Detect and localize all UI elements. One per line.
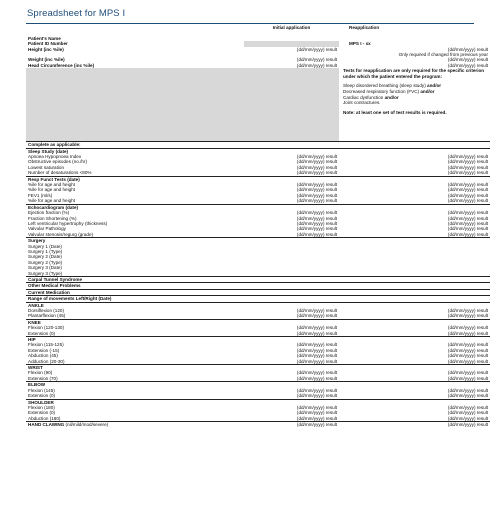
rom-item-label: Extension (0): [28, 330, 56, 336]
initial-entry[interactable]: (dd/mm/yyyy) result: [296, 393, 337, 399]
weight-label: Weight (inc %ile): [28, 57, 65, 63]
resp-funct-label: Resp Funct Tests (date): [26, 176, 244, 182]
patient-data-table: [26, 25, 490, 428]
echo-item-label: Valvular stenosis/regurg (grade): [28, 231, 94, 237]
initial-entry[interactable]: (dd/mm/yyyy) result: [244, 422, 339, 428]
initial-entry[interactable]: (dd/mm/yyyy) result: [296, 192, 337, 198]
patient-name-label: Patient's Name: [28, 35, 61, 41]
shoulder-label: SHOULDER: [26, 399, 244, 405]
reapp-entry[interactable]: (dd/mm/yyyy) result: [447, 387, 488, 393]
rom-item-label: Adduction (20-30): [28, 358, 65, 364]
rom-item-label: Extension (-15): [28, 347, 60, 353]
reapp-entry[interactable]: (dd/mm/yyyy) result: [447, 187, 488, 193]
head-reapp[interactable]: (dd/mm/yyyy) result: [447, 62, 488, 68]
reapp-entry[interactable]: (dd/mm/yyyy) result: [447, 198, 488, 204]
initial-entry[interactable]: (dd/mm/yyyy) result: [296, 220, 337, 226]
note-line-joint: Joint contractures.: [343, 100, 381, 106]
surgery-item-label: Surgery 2 (Date): [28, 254, 62, 260]
initial-entry[interactable]: (dd/mm/yyyy) result: [296, 415, 337, 421]
initial-entry[interactable]: (dd/mm/yyyy) result: [296, 170, 337, 176]
note-line-cardiac: Cardiac dysfunction and/or: [343, 94, 399, 100]
rom-item-label: Plantarflexion (45): [28, 313, 66, 319]
resp-item-label: %ile for age and height: [28, 182, 75, 188]
rom-item-label: Flexion (90): [28, 370, 53, 376]
elbow-label: ELBOW: [26, 382, 244, 388]
rom-item-label: Dorsiflexion (120): [28, 308, 64, 314]
reapp-entry[interactable]: (dd/mm/yyyy) result: [447, 308, 488, 314]
initial-entry[interactable]: (dd/mm/yyyy) result: [296, 410, 337, 416]
initial-entry[interactable]: (dd/mm/yyyy) result: [296, 187, 337, 193]
surgery-item-label: Surgery 3 (Type): [28, 270, 63, 276]
initial-entry[interactable]: (dd/mm/yyyy) result: [296, 215, 337, 221]
initial-entry[interactable]: (dd/mm/yyyy) result: [296, 313, 337, 319]
reapp-entry[interactable]: (dd/mm/yyyy) result: [447, 358, 488, 364]
weight-initial[interactable]: (dd/mm/yyyy) result: [296, 57, 337, 63]
sleep-item-label: Lowest saturation: [28, 164, 65, 170]
reapp-entry[interactable]: (dd/mm/yyyy) result: [339, 422, 490, 428]
reapp-entry[interactable]: (dd/mm/yyyy) result: [447, 415, 488, 421]
initial-entry[interactable]: (dd/mm/yyyy) result: [296, 353, 337, 359]
reapp-entry[interactable]: (dd/mm/yyyy) result: [447, 375, 488, 381]
reapp-entry[interactable]: (dd/mm/yyyy) result: [447, 215, 488, 221]
knee-label: KNEE: [26, 319, 244, 325]
hip-label: HIP: [26, 337, 244, 343]
gray-block-middle: [244, 68, 339, 142]
resp-item-label: %ile for age and height: [28, 187, 75, 193]
rom-item-label: Extension (0): [28, 410, 56, 416]
surgery-item-label: Surgery 3 (Date): [28, 265, 62, 271]
hand-clawing-label: HAND CLAWING (nil/mild/mod/severe): [26, 422, 244, 428]
ankle-label: ANKLE: [26, 302, 244, 308]
initial-entry[interactable]: (dd/mm/yyyy) result: [296, 182, 337, 188]
gray-block-left: [26, 68, 244, 142]
initial-entry[interactable]: (dd/mm/yyyy) result: [296, 159, 337, 165]
echo-item-label: Ejection fraction (%): [28, 210, 70, 216]
sleep-item-label: Apnoea Hypopnoea Index: [28, 154, 82, 160]
sleep-item-label: Number of desaturations <80%: [28, 170, 92, 176]
surgery-item-label: Surgery 1 (Date): [28, 243, 62, 249]
surgery-item-label: Surgery 2 (Type): [28, 259, 63, 265]
note-tests-required: Tests for reapplication are only required for the specific criterion under which the patient entered the program:: [343, 68, 485, 79]
wrist-label: WRIST: [26, 365, 244, 371]
reapp-entry[interactable]: (dd/mm/yyyy) result: [447, 231, 488, 237]
initial-entry[interactable]: (dd/mm/yyyy) result: [296, 342, 337, 348]
initial-entry[interactable]: (dd/mm/yyyy) result: [296, 226, 337, 232]
initial-entry[interactable]: (dd/mm/yyyy) result: [296, 375, 337, 381]
rom-item-label: Extension (0): [28, 393, 56, 399]
reapp-entry[interactable]: (dd/mm/yyyy) result: [447, 192, 488, 198]
reapp-entry[interactable]: (dd/mm/yyyy) result: [447, 170, 488, 176]
initial-entry[interactable]: (dd/mm/yyyy) result: [296, 387, 337, 393]
reapp-entry[interactable]: (dd/mm/yyyy) result: [447, 330, 488, 336]
resp-item-label: FEV1 (ml/s): [28, 192, 53, 198]
surgery-item-label: Surgery 1 (Type): [28, 248, 63, 254]
rom-item-label: Abduction (45): [28, 353, 58, 359]
reapp-entry[interactable]: (dd/mm/yyyy) result: [447, 353, 488, 359]
note-block-row: [26, 68, 490, 142]
page-title: Spreadsheet for MPS I: [27, 8, 126, 19]
hand-clawing-row: [26, 422, 490, 428]
reapp-entry[interactable]: (dd/mm/yyyy) result: [447, 159, 488, 165]
reapp-entry[interactable]: (dd/mm/yyyy) result: [447, 154, 488, 160]
reapp-entry[interactable]: (dd/mm/yyyy) result: [447, 325, 488, 331]
initial-entry[interactable]: (dd/mm/yyyy) result: [296, 404, 337, 410]
sleep-study-label: Sleep Study (date): [26, 148, 244, 154]
height-label: Height (inc %ile): [28, 46, 64, 52]
initial-entry[interactable]: (dd/mm/yyyy) result: [296, 210, 337, 216]
reapp-entry[interactable]: (dd/mm/yyyy) result: [447, 347, 488, 353]
sleep-item-label: Obstructive episodes (no./hr): [28, 159, 87, 165]
complete-applicable-label: Complete as applicable:: [26, 142, 244, 148]
reapp-entry[interactable]: (dd/mm/yyyy) result: [447, 404, 488, 410]
rom-item-label: Extension (70): [28, 375, 58, 381]
initial-entry[interactable]: (dd/mm/yyyy) result: [296, 330, 337, 336]
reapp-entry[interactable]: (dd/mm/yyyy) result: [447, 164, 488, 170]
reapp-entry[interactable]: (dd/mm/yyyy) result: [447, 226, 488, 232]
echo-item-label: Fraction Shortening (%): [28, 215, 77, 221]
reapplication-note: [339, 68, 490, 142]
surgery-label: Surgery: [26, 238, 244, 244]
initial-entry[interactable]: (dd/mm/yyyy) result: [296, 347, 337, 353]
reapp-entry[interactable]: (dd/mm/yyyy) result: [447, 313, 488, 319]
reapp-entry[interactable]: (dd/mm/yyyy) result: [447, 410, 488, 416]
initial-entry[interactable]: (dd/mm/yyyy) result: [296, 358, 337, 364]
reapp-entry[interactable]: (dd/mm/yyyy) result: [447, 182, 488, 188]
note-line-resp: Decreased respiratory function (FVC) and/or: [343, 89, 435, 95]
reapp-entry[interactable]: (dd/mm/yyyy) result: [447, 220, 488, 226]
height-initial[interactable]: (dd/mm/yyyy) result: [296, 46, 337, 52]
current-medication-label: Current Medication: [26, 289, 244, 295]
rom-item-label: Abduction (180): [28, 415, 61, 421]
reapp-entry[interactable]: (dd/mm/yyyy) result: [447, 393, 488, 399]
carpal-tunnel-label: Carpal Tunnel Syndrome: [26, 276, 244, 282]
note-line-sleep: Sleep disordered breathing (sleep study) and/or: [343, 83, 442, 89]
rom-item-label: Flexion (120-130): [28, 325, 65, 331]
title-divider: [26, 23, 474, 24]
weight-reapp[interactable]: (dd/mm/yyyy) result: [447, 57, 488, 63]
initial-entry[interactable]: (dd/mm/yyyy) result: [296, 198, 337, 204]
reapp-entry[interactable]: (dd/mm/yyyy) result: [447, 210, 488, 216]
initial-entry[interactable]: (dd/mm/yyyy) result: [296, 308, 337, 314]
reapp-entry[interactable]: (dd/mm/yyyy) result: [447, 370, 488, 376]
echo-item-label: Left ventricular hypertrophy (thickness): [28, 220, 108, 226]
head-initial[interactable]: (dd/mm/yyyy) result: [296, 62, 337, 68]
rom-item-label: Flexion (180): [28, 404, 55, 410]
initial-entry[interactable]: (dd/mm/yyyy) result: [296, 231, 337, 237]
initial-entry[interactable]: (dd/mm/yyyy) result: [296, 164, 337, 170]
rom-item-label: Flexion (115-125): [28, 342, 64, 348]
initial-entry[interactable]: (dd/mm/yyyy) result: [296, 154, 337, 160]
patient-id-label: Patient ID Number: [28, 41, 68, 47]
range-of-movements-label: Range of movements Left/Right (Date): [26, 296, 244, 302]
initial-entry[interactable]: (dd/mm/yyyy) result: [296, 325, 337, 331]
head-circumference-label: Head Circumference (inc %ile): [28, 62, 95, 68]
col-initial-application: Initial application: [272, 25, 311, 30]
reapp-entry[interactable]: (dd/mm/yyyy) result: [447, 342, 488, 348]
echocardiogram-label: Echocardiogram (date): [26, 204, 244, 210]
patient-id-value[interactable]: MPS I - xx: [349, 41, 371, 47]
col-reapplication: Reapplication: [349, 25, 380, 30]
initial-entry[interactable]: (dd/mm/yyyy) result: [296, 370, 337, 376]
rom-item-label: Flexion (145): [28, 387, 55, 393]
only-required-note: Only required if changed from previous year: [398, 52, 488, 58]
note-footnote: Note: at least one set of test results is required.: [343, 109, 447, 115]
height-reapp[interactable]: (dd/mm/yyyy) result: [447, 46, 488, 52]
resp-item-label: %ile for age and height: [28, 198, 75, 204]
other-medical-label: Other Medical Problems: [26, 283, 244, 289]
echo-item-label: Valvular Pathology: [28, 226, 66, 232]
